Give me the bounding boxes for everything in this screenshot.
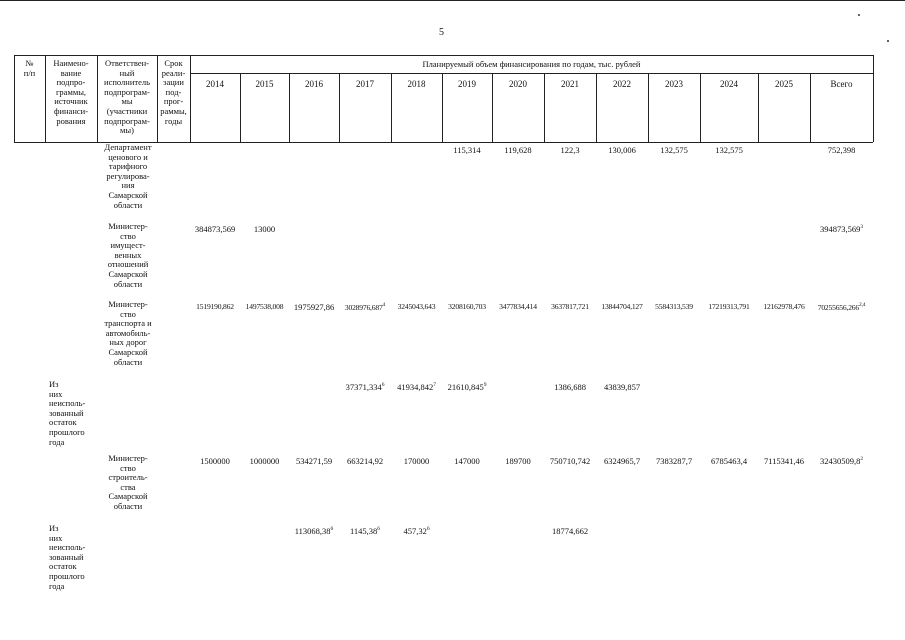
row-value	[700, 145, 758, 155]
row-executor	[97, 300, 159, 367]
header-name-line: финанси-	[53, 105, 89, 116]
value-text: 18774,662	[551, 526, 589, 536]
header-year: 2020	[509, 79, 527, 89]
row-name-line: прошлого	[49, 426, 85, 437]
value-text: 37371,334	[345, 382, 382, 392]
row-name-line: прошлого	[49, 570, 85, 581]
value-text: 457,32	[403, 526, 427, 536]
header-term	[157, 59, 190, 126]
value-text: 119,628	[504, 145, 532, 155]
value-footnote-mark: 7	[433, 382, 436, 388]
row-value	[700, 302, 758, 311]
row-value	[544, 145, 596, 155]
value-text: 1145,38	[349, 526, 378, 536]
row-value	[190, 224, 240, 234]
row-value	[648, 145, 700, 155]
value-text: 3028976,687	[344, 303, 383, 312]
row-value	[700, 456, 758, 466]
value-text: 1386,688	[554, 382, 586, 392]
row-name	[49, 380, 97, 447]
value-text: 41934,842	[397, 382, 434, 392]
header-name-line: вание	[60, 67, 82, 78]
value-text: 21610,845	[447, 382, 484, 392]
header-name-line: граммы,	[55, 86, 87, 97]
row-value	[758, 456, 810, 466]
value-text: 1975927,86	[293, 302, 335, 312]
row-executor-line: ство	[120, 462, 136, 473]
header-year: 2021	[561, 79, 579, 89]
header-term-line: Срок	[164, 58, 183, 68]
scan-speck	[887, 40, 889, 42]
value-text: 7115341,46	[763, 456, 805, 466]
value-text: 394873,569	[819, 224, 861, 234]
header-term-line: реали-	[161, 67, 186, 78]
table-column-rule	[873, 55, 874, 142]
row-executor-line: ство	[120, 230, 136, 241]
header-term-line: годы	[164, 115, 183, 126]
row-value	[190, 302, 240, 311]
row-value	[810, 302, 873, 312]
header-executor-line: мы	[121, 96, 133, 107]
page-number: 5	[439, 27, 444, 38]
row-value	[492, 456, 544, 466]
header-name-line: подпро-	[56, 77, 86, 88]
row-value	[810, 456, 873, 466]
row-executor-line: имущест-	[110, 240, 146, 251]
value-text: 12162978,476	[763, 302, 805, 311]
row-executor-line: Самарской	[108, 268, 148, 279]
row-name-line: них	[49, 532, 63, 543]
value-text: 3208160,703	[448, 302, 486, 311]
value-text: 122,3	[560, 145, 580, 155]
row-executor	[97, 222, 159, 289]
value-footnote-mark: 4	[382, 302, 386, 308]
header-name	[45, 59, 97, 126]
row-value	[442, 456, 492, 466]
value-text: 752,398	[827, 145, 856, 155]
row-value	[648, 302, 700, 311]
row-value	[492, 302, 544, 311]
value-text: 43839,857	[603, 382, 641, 392]
value-text: 1500000	[200, 456, 230, 466]
row-executor-line: Министер-	[108, 453, 148, 463]
value-text: 663214,92	[346, 456, 384, 466]
value-footnote-mark: 9	[483, 382, 487, 388]
header-year: 2022	[613, 79, 631, 89]
row-value	[596, 382, 648, 392]
row-executor-line: ства	[120, 481, 136, 492]
row-value	[442, 145, 492, 155]
value-text: 70255656,266	[817, 303, 859, 312]
scan-speck	[858, 14, 860, 16]
row-name-line: них	[49, 388, 63, 399]
header-year: 2018	[407, 79, 426, 89]
row-value	[339, 456, 391, 466]
row-executor	[97, 454, 159, 512]
header-year: 2024	[720, 79, 738, 89]
row-name-line: зованный	[49, 551, 84, 562]
row-value	[391, 382, 442, 392]
row-executor-line: тарифного	[108, 161, 148, 172]
row-executor-line: ных дорог	[109, 337, 147, 348]
funding-header-rule	[190, 73, 873, 74]
header-executor-line: исполнитель	[104, 77, 150, 88]
value-footnote-mark: 6	[381, 382, 385, 388]
header-name-line: источник	[54, 96, 88, 107]
value-text: 189700	[505, 456, 531, 466]
row-value	[442, 302, 492, 311]
row-executor-line: транспорта и	[104, 318, 152, 329]
value-text: 534271,59	[295, 456, 333, 466]
row-name-line: остаток	[49, 417, 77, 428]
row-value	[339, 302, 391, 312]
row-executor-line: Министер-	[108, 299, 148, 309]
row-executor-line: области	[113, 278, 143, 289]
row-value	[391, 456, 442, 466]
row-executor-line: области	[113, 199, 143, 210]
row-name	[49, 524, 97, 591]
row-value	[289, 526, 339, 536]
row-executor-line: Министер-	[108, 221, 148, 231]
row-executor-line: Департамент	[104, 142, 152, 152]
header-term-line: прог-	[163, 96, 184, 107]
value-text: 13000	[253, 224, 276, 234]
row-value	[391, 526, 442, 536]
row-value	[240, 224, 289, 234]
row-value	[289, 456, 339, 466]
value-text: 1000000	[249, 456, 280, 466]
value-text: 6324965,7	[603, 456, 641, 466]
row-value	[544, 526, 596, 536]
row-value	[544, 456, 596, 466]
header-year: 2016	[305, 79, 323, 89]
row-executor-line: регулирова-	[106, 170, 150, 181]
value-footnote-mark: 3	[860, 224, 864, 230]
header-year: 2019	[458, 79, 476, 89]
row-executor-line: ценового и	[108, 151, 148, 162]
header-executor-line: подпрограм-	[104, 115, 150, 126]
value-text: 6785463,4	[710, 456, 748, 466]
row-name-line: неисполь-	[49, 542, 86, 553]
value-text: 132,575	[660, 145, 688, 155]
row-executor-line: ство	[120, 308, 136, 319]
row-executor-line: Самарской	[108, 346, 148, 357]
value-text: 3637817,721	[551, 302, 589, 311]
value-text: 1497538,008	[245, 302, 284, 311]
header-year: 2015	[255, 79, 274, 89]
row-value	[648, 456, 700, 466]
row-value	[544, 382, 596, 392]
header-term-line: под-	[165, 86, 182, 97]
header-year: 2025	[775, 79, 793, 89]
header-name-line: рования	[56, 115, 86, 126]
value-text: 3245043,643	[397, 302, 436, 311]
header-number-line: №	[25, 58, 34, 68]
value-text: 384873,569	[194, 224, 236, 234]
header-executor-line: (участники	[106, 105, 148, 116]
row-value	[442, 382, 492, 392]
row-name-line: года	[49, 436, 65, 447]
row-executor	[97, 143, 159, 210]
header-number-line: п/п	[23, 67, 36, 78]
row-executor-line: строитель-	[108, 472, 148, 483]
header-year: 2023	[665, 79, 683, 89]
value-text: 3477834,414	[499, 302, 537, 311]
row-value	[339, 526, 391, 536]
value-text: 13844704,127	[601, 302, 643, 311]
value-text: 5584313,539	[655, 302, 693, 311]
header-name-line: Наимено-	[53, 58, 89, 68]
row-value	[240, 456, 289, 466]
value-text: 170000	[403, 456, 430, 466]
value-text: 115,314	[453, 145, 481, 155]
value-footnote-mark: 6	[426, 526, 430, 532]
header-term-line: раммы,	[160, 105, 187, 116]
row-value	[596, 456, 648, 466]
row-value	[596, 145, 648, 155]
row-name-line: неисполь-	[49, 398, 86, 409]
row-name-line: зованный	[49, 407, 84, 418]
value-text: 147000	[454, 456, 480, 466]
header-year: 2014	[206, 79, 224, 89]
header-funding-title: Планируемый объем финансирования по годам, тыс. рублей	[422, 59, 641, 69]
row-value	[544, 302, 596, 311]
value-footnote-mark: 2	[860, 456, 864, 462]
header-executor-line: мы)	[120, 125, 134, 136]
row-executor-line: Самарской	[108, 189, 148, 200]
row-name-line: Из	[49, 379, 59, 389]
row-value	[810, 224, 873, 234]
value-footnote-mark: 6	[330, 526, 334, 532]
value-text: 32430509,8	[819, 456, 861, 466]
row-executor-line: области	[113, 356, 143, 367]
header-executor	[97, 59, 157, 136]
row-executor-line: ния	[121, 180, 135, 191]
row-value	[596, 302, 648, 311]
row-name-line: года	[49, 580, 65, 591]
row-executor-line: автомобиль-	[105, 327, 151, 338]
value-text: 17219313,791	[708, 302, 750, 311]
value-footnote-mark: 2,4	[858, 302, 866, 308]
row-value	[391, 302, 442, 311]
table-top-rule	[14, 55, 873, 56]
row-executor-line: венных	[114, 249, 142, 260]
header-executor-line: подпрограм-	[104, 86, 150, 97]
header-year: Всего	[830, 79, 853, 89]
row-value	[758, 302, 810, 311]
value-text: 113068,38	[294, 526, 331, 536]
row-executor-line: области	[113, 500, 143, 511]
header-executor-line: Ответствен-	[104, 58, 149, 68]
row-name-line: Из	[49, 523, 59, 533]
row-value	[289, 302, 339, 312]
value-text: 132,575	[715, 145, 743, 155]
header-year: 2017	[356, 79, 374, 89]
value-text: 1519190,862	[196, 302, 234, 311]
row-name-line: остаток	[49, 561, 77, 572]
value-text: 7383287,7	[655, 456, 693, 466]
row-executor-line: отношений	[107, 259, 149, 270]
row-value	[492, 145, 544, 155]
row-value	[190, 456, 240, 466]
header-term-line: зации	[163, 77, 184, 88]
value-text: 130,006	[608, 145, 636, 155]
row-value	[240, 302, 289, 311]
scan-top-border	[0, 0, 905, 1]
value-footnote-mark: 6	[377, 526, 381, 532]
header-number	[14, 59, 45, 78]
row-value	[810, 145, 873, 155]
row-executor-line: Самарской	[108, 491, 148, 502]
row-value	[339, 382, 391, 392]
value-text: 750710,742	[549, 456, 591, 466]
header-executor-line: ный	[119, 67, 135, 78]
